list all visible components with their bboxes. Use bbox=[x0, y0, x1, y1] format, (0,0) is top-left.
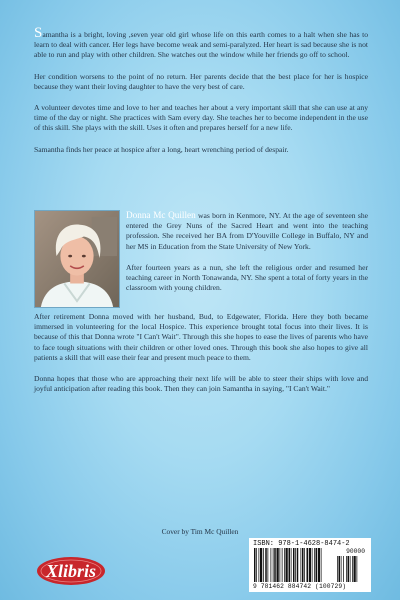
synopsis-paragraph-1 bbox=[34, 25, 368, 61]
price-code: 90000 bbox=[346, 548, 365, 555]
isbn-text: ISBN: 978-1-4628-8474-2 bbox=[253, 540, 350, 548]
synopsis-paragraph-4: Samantha finds her peace at hospice after a long, heart wrenching period of despair. bbox=[34, 144, 289, 154]
synopsis-paragraph-1-text: amantha is a bright, loving ,seven year old girl whose life on this earth comes to a halt when she has to learn to deal with cancer. Her legs have become weak and semi-paralyzed. Her heart is sad because she is not able to run and play with other children. She watches out the window while her friends go off to school. bbox=[34, 30, 368, 60]
bio-paragraph-2: After fourteen years as a nun, she left the religious order and resumed her teaching career in North Tonawanda, NY. She spent a total of forty years in the classroom with young children. bbox=[126, 262, 368, 293]
author-name: Donna Mc Quillen bbox=[126, 210, 196, 220]
barcode-number: 9 781462 884742 (100729) bbox=[253, 583, 347, 590]
bio-paragraph-3: After retirement Donna moved with her husband, Bud, to Edgewater, Florida. Here they both became immersed in volunteering for the local Hospice. This experience brought total focus into their lives. It is because of this that Donna wrote "I Can't Wait". Through this she hopes to ease the lives of parents who have to face tough situations with their children or other loved ones. Through this book she also hopes to give all patients a skill that will ease their fear and present much peace to them. bbox=[34, 312, 368, 362]
cover-credit: Cover by Tim Mc Quillen bbox=[161, 527, 239, 536]
author-bio bbox=[34, 210, 368, 405]
logo-text: Xlibris bbox=[45, 561, 97, 581]
barcode-block bbox=[249, 538, 371, 592]
bio-paragraph-1-text: was born in Kenmore, NY. At the age of seventeen she entered the Grey Nuns of the Sacred Heart and went into the teaching profession. She received her BA from D'Youville College in Buffalo, NY and her MS in Education from the State University of New York. bbox=[126, 211, 368, 251]
author-photo bbox=[34, 210, 120, 308]
synopsis-paragraph-3: A volunteer devotes time and love to her and teaches her about a very important skill that she can use at any time of the day or night. She practices with Sam every day. She teaches her to become independent in the use of this skill. She plays with the skill. Uses it often and prepares herself for a new life. bbox=[34, 103, 368, 133]
synopsis-paragraph-2: Her condition worsens to the point of no return. Her parents decide that the best place for her is hospice because they want their loving daughter to have the very best of care. bbox=[34, 71, 368, 91]
xlibris-logo bbox=[36, 556, 106, 586]
bio-paragraph-4: Donna hopes that those who are approaching their next life will be able to steer their ships with love and joyful anticipation after reading this book. Then they can join Samantha in saying, "I Can't Wait." bbox=[34, 374, 368, 394]
synopsis bbox=[34, 25, 368, 166]
drop-cap: S bbox=[34, 25, 43, 41]
